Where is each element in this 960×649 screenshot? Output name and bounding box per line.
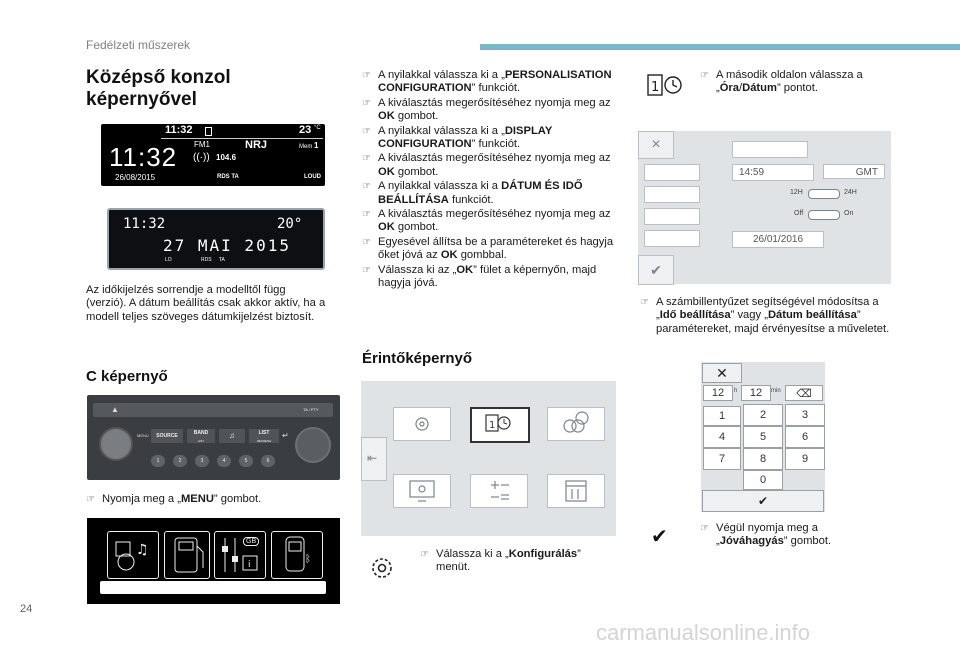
tile-settings[interactable] — [393, 407, 451, 441]
radio-display-a — [101, 124, 325, 186]
fuel-icon — [165, 532, 209, 578]
list-item[interactable] — [644, 164, 700, 181]
hour-field[interactable]: 12 — [703, 385, 733, 401]
preset-button[interactable]: 6 — [261, 455, 275, 467]
menu-tile-settings[interactable] — [214, 531, 266, 579]
section-title-c-screen: C képernyő — [86, 368, 168, 385]
instruction-step: ☞ Egyesével állítsa be a paramétereket és hagyja őket jóvá az OK gombbal. — [362, 236, 618, 263]
time-small: 11:32 — [165, 124, 193, 136]
hour-unit: h — [734, 388, 738, 394]
calendar-icon — [548, 475, 604, 507]
lcd-lo: LO — [165, 257, 172, 263]
menu-tile-fuel[interactable] — [164, 531, 210, 579]
tile-calendar[interactable] — [547, 474, 605, 508]
menu-tile-media[interactable] — [107, 531, 159, 579]
gear-icon — [394, 408, 450, 440]
rds-label: RDS TA — [217, 174, 239, 180]
title-line-1: Középső konzol — [86, 67, 231, 88]
preset-button[interactable]: 4 — [217, 455, 231, 467]
step-clock-date: ☞ A második oldalon válassza a „Óra/Dátum” pontot. — [700, 69, 890, 97]
tile-units[interactable] — [470, 474, 528, 508]
key-3[interactable]: 3 — [785, 404, 825, 426]
toggle-12-24[interactable] — [808, 189, 840, 199]
memory-icon — [205, 127, 212, 136]
instruction-step: ☞ A kiválasztás megerősítéséhez nyomja meg az OK gombot. — [362, 97, 618, 124]
key-9[interactable]: 9 — [785, 448, 825, 470]
keypad-screen — [701, 362, 825, 512]
display-note: Az időkijelzés sorrendje a modelltől függ (verzió). A dátum beállítás csak akkor aktív, ha a modell teljes szöveges dátumkijelzést biztosít. — [86, 284, 326, 323]
page-number: 24 — [20, 603, 33, 615]
nav-ring[interactable] — [295, 427, 331, 463]
title-line-2: képernyővel — [86, 89, 197, 110]
minute-unit: min — [771, 388, 781, 394]
list-item[interactable] — [644, 186, 700, 203]
lcd-temp: 20° — [277, 216, 303, 232]
instruction-step: ☞ A nyilakkal válassza ki a „DISPLAY CONFIGURATION” funkciót. — [362, 125, 618, 152]
key-1[interactable]: 1 — [703, 406, 741, 426]
radio-front-panel — [87, 395, 340, 480]
svg-text:i: i — [248, 560, 251, 570]
temperature-unit: °C — [314, 125, 321, 131]
memory-label: Mem 1 — [299, 141, 319, 150]
phone-icon — [272, 532, 322, 578]
preset-row — [151, 455, 291, 469]
exit-icon: ⇤ — [367, 451, 378, 465]
lcd-display-b — [107, 208, 325, 270]
close-button[interactable]: × — [638, 131, 674, 159]
list-item[interactable] — [644, 208, 700, 225]
step-keypad: ☞ A számbillentyűzet segítségével módosítsa a „Idő beállítása” vagy „Dátum beállítása” paramétereket, majd érvényesítse a műveletet. — [640, 296, 896, 337]
svg-text:♫: ♫ — [136, 542, 149, 558]
instruction-step: ☞ A kiválasztás megerősítéséhez nyomja meg az OK gombot. — [362, 208, 618, 235]
media-icon — [108, 532, 158, 578]
instruction-step: ☞ Válassza ki az „OK” fület a képernyőn, majd hagyja jóvá. — [362, 264, 618, 291]
instruction-step: ☞ A nyilakkal válassza ki a DÁTUM ÉS IDŐ BEÁLLÍTÁSA funkciót. — [362, 180, 618, 207]
antenna-icon: ((·)) — [193, 152, 210, 163]
loud-label: LOUD — [304, 174, 321, 180]
frequency: 104.6 — [216, 153, 237, 162]
confirm-button[interactable]: ✔ — [638, 255, 674, 285]
music-note-icon[interactable]: ♫ — [219, 429, 245, 443]
eject-icon[interactable]: ▲ — [111, 405, 119, 414]
preset-button[interactable]: 1 — [151, 455, 165, 467]
touch-config-screen — [361, 381, 616, 536]
brightness-icon — [394, 475, 450, 507]
key-2[interactable]: 2 — [743, 404, 783, 426]
time-big: 11:32 — [109, 142, 178, 172]
ta-pty-button[interactable]: TA / PTY — [303, 407, 319, 412]
date-label: 26/08/2015 — [115, 173, 156, 182]
key-0[interactable]: 0 — [743, 470, 783, 490]
preset-button[interactable]: 5 — [239, 455, 253, 467]
time-field[interactable]: 14:59 — [732, 164, 814, 181]
backspace-icon[interactable]: ⌫ — [785, 385, 823, 401]
language-icon — [548, 408, 604, 440]
menu-highlight-bar — [100, 581, 326, 594]
label-12h: 12H — [790, 189, 803, 196]
source-button[interactable]: SOURCE — [151, 429, 183, 443]
section-title-touchscreen: Érintőképernyő — [362, 350, 473, 367]
instruction-step: ☞ A nyilakkal válassza ki a „PERSONALISATION CONFIGURATION” funkciót. — [362, 69, 618, 96]
tile-language[interactable] — [547, 407, 605, 441]
preset-button[interactable]: 2 — [173, 455, 187, 467]
list-item[interactable] — [644, 230, 700, 247]
confirm-button[interactable]: ✔ — [702, 490, 824, 512]
menu-button[interactable]: MENU — [137, 433, 149, 438]
menu-tile-phone[interactable] — [271, 531, 323, 579]
step-config: ☞ Válassza ki a „Konfigurálás” menüt. — [420, 548, 610, 576]
checkmark-icon: ✔ — [651, 526, 668, 548]
key-6[interactable]: 6 — [785, 426, 825, 448]
toggle-off-on[interactable] — [808, 210, 840, 220]
label-24h: 24H — [844, 189, 857, 196]
back-arrow-icon[interactable]: ↵ — [282, 431, 289, 440]
step-menu: ☞ Nyomja meg a „MENU” gombot. — [86, 493, 336, 507]
svg-text:ᛒ: ᛒ — [305, 554, 311, 565]
minute-field[interactable]: 12 — [741, 385, 771, 401]
clock-date-icon — [645, 72, 685, 105]
station-name: NRJ — [245, 139, 268, 151]
key-5[interactable]: 5 — [743, 426, 783, 448]
band-button[interactable]: BAND AST — [187, 429, 215, 443]
date-field[interactable]: 26/01/2016 — [732, 231, 824, 248]
svg-text:1: 1 — [489, 420, 496, 431]
lcd-rds: RDS TA — [201, 257, 225, 263]
key-4[interactable]: 4 — [703, 426, 741, 448]
step-confirm: ☞ Végül nyomja meg a „Jóváhagyás” gombot. — [700, 522, 890, 550]
calculator-icon — [471, 475, 527, 507]
label-on: On — [844, 210, 854, 217]
clock-settings-screen — [638, 131, 891, 284]
header-field — [732, 141, 808, 158]
temperature: 23 — [299, 124, 312, 136]
section-header: Fedélzeti műszerek — [86, 38, 191, 52]
tile-clock[interactable] — [470, 407, 530, 443]
section-title-console — [86, 67, 306, 111]
key-8[interactable]: 8 — [743, 448, 783, 470]
band-label: FM1 — [194, 140, 210, 149]
header-rule — [480, 44, 960, 50]
instruction-list — [362, 69, 618, 292]
preset-button[interactable]: 3 — [195, 455, 209, 467]
key-7[interactable]: 7 — [703, 448, 741, 470]
menu-screen — [87, 518, 340, 604]
watermark: carmanualsonline.info — [596, 620, 811, 645]
volume-knob[interactable] — [99, 427, 133, 461]
lcd-time: 11:32 — [123, 216, 166, 232]
language-badge: GB — [243, 537, 259, 546]
config-gear-icon — [368, 554, 396, 587]
instruction-step: ☞ A kiválasztás megerősítéséhez nyomja meg az OK gombot. — [362, 152, 618, 179]
close-button[interactable]: ✕ — [702, 363, 742, 383]
gmt-button[interactable]: GMT — [823, 164, 885, 179]
tile-display[interactable] — [393, 474, 451, 508]
clock-icon — [472, 409, 524, 437]
label-off: Off — [794, 210, 804, 217]
lcd-date: 27 MAI 2015 — [163, 236, 291, 255]
svg-text:1: 1 — [651, 80, 660, 95]
list-button[interactable]: LIST REFRESH — [249, 429, 279, 443]
